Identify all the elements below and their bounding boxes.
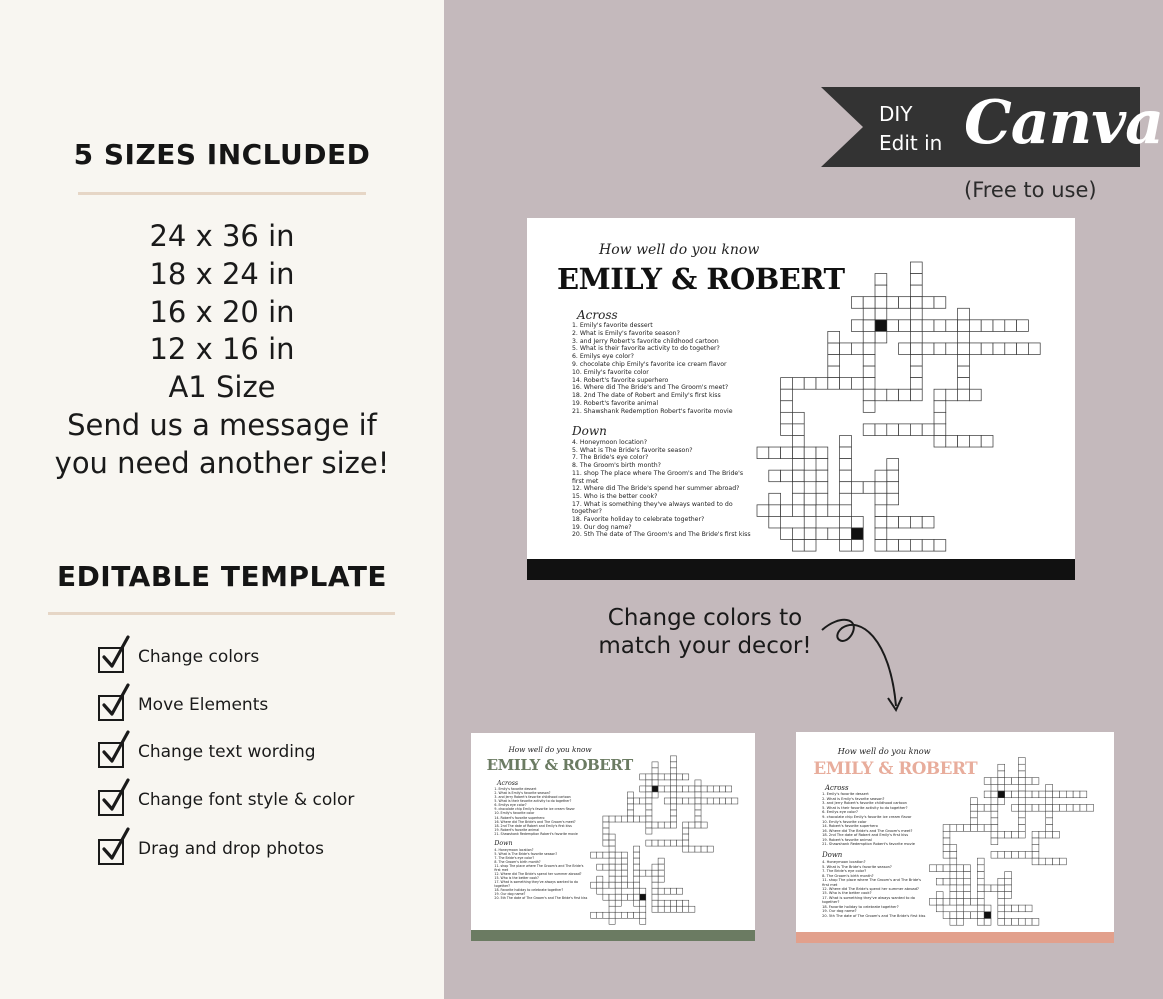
clue: 3. and Jerry Robert's favorite childhood cartoon — [572, 337, 719, 345]
clue: first met — [822, 882, 838, 887]
size-item: A1 Size — [168, 370, 276, 405]
clue: 12. Where did The Bride's spend her summer abroad? — [572, 485, 740, 493]
clue: 20. 5th The date of The Groom's and The Bride's first kiss — [822, 913, 926, 918]
crossword-grid — [796, 732, 1114, 932]
checkmark-icon — [98, 742, 124, 768]
clue: together? — [822, 900, 840, 905]
clue: 12. Where did The Bride's spend her summer abroad? — [494, 871, 582, 876]
crossword-preview-pink — [796, 732, 1114, 943]
curved-arrow-icon — [820, 608, 920, 718]
clue: 19. Robert's favorite animal — [494, 827, 540, 832]
feature-label: Change colors — [138, 647, 260, 667]
clue: together? — [572, 508, 602, 516]
sizes-divider — [78, 192, 366, 195]
clue: 21. Shawshank Redemption Robert's favorite movie — [572, 407, 733, 415]
clue: 2. What is Emily's favorite season? — [822, 796, 885, 801]
clue: 9. chocolate chip Emily's favorite ice cream flavor — [494, 807, 575, 812]
clue: 7. The Bride's eye color? — [494, 855, 535, 860]
across-label: Across — [497, 779, 519, 787]
crossword-preview-green — [471, 733, 755, 941]
clue: first met — [494, 867, 509, 872]
clue: 11. shop The place where The Groom's and The Bride's — [572, 469, 744, 477]
size-item: 18 x 24 in — [149, 256, 295, 291]
clue: 1. Emily's favorite dessert — [572, 322, 653, 329]
left-panel — [0, 0, 444, 999]
clue: 17. What is something they've always wanted to do — [572, 500, 733, 508]
puzzle-names: EMILY & ROBERT — [486, 755, 633, 774]
clue: 18. 2nd The date of Robert and Emily's first kiss — [822, 833, 909, 838]
clue: 5. What is their favorite activity to do together? — [494, 799, 572, 804]
color-band — [471, 930, 755, 941]
diy-label: DIY Edit in — [879, 102, 943, 155]
feature-label: Drag and drop photos — [138, 839, 324, 859]
clue: 2. What is Emily's favorite season? — [494, 791, 551, 796]
canva-logo: Canva — [964, 88, 1163, 158]
clue: 15. Who is the better cook? — [822, 891, 872, 896]
feature-label: Move Elements — [138, 695, 269, 715]
clue: 1. Emily's favorite dessert — [494, 787, 537, 792]
free-note: (Free to use) — [964, 178, 1097, 202]
clue: 14. Robert's favorite superhero — [494, 815, 545, 820]
clue: 9. chocolate chip Emily's favorite ice cream flavor — [572, 360, 727, 368]
puzzle-names: EMILY & ROBERT — [813, 757, 978, 778]
clue: 14. Robert's favorite superhero — [822, 824, 878, 829]
clue: 18. 2nd The date of Robert and Emily's first kiss — [572, 392, 721, 400]
clue: 5. What is The Bride's favorite season? — [572, 446, 693, 454]
clue: 18. Favorite holiday to celebrate together? — [572, 516, 705, 524]
color-callout: Change colors to match your decor! — [598, 605, 812, 659]
clue: 19. Our dog name? — [572, 523, 632, 531]
clue: 6. Emilys eye color? — [572, 353, 634, 361]
clue: first met — [572, 477, 599, 485]
clue: 14. Robert's favorite superhero — [572, 376, 669, 384]
crossword-preview-black — [527, 218, 1075, 580]
clue: 2. What is Emily's favorite season? — [572, 329, 680, 337]
clue: 7. The Bride's eye color? — [822, 869, 867, 874]
clue: 16. Where did The Bride's and The Groom's meet? — [822, 828, 913, 833]
clue: 19. Our dog name? — [822, 909, 857, 914]
size-item: 12 x 16 in — [149, 332, 295, 367]
template-divider — [48, 612, 395, 615]
puzzle-names: EMILY & ROBERT — [557, 262, 845, 296]
color-band — [527, 559, 1075, 580]
clue: 5. What is The Bride's favorite season? — [494, 851, 558, 856]
clue: 21. Shawshank Redemption Robert's favorite movie — [494, 831, 578, 836]
clue: 12. Where did The Bride's spend her summer abroad? — [822, 886, 919, 891]
clue: 18. Favorite holiday to celebrate together? — [822, 904, 899, 909]
clue: 5. What is their favorite activity to do together? — [572, 345, 720, 353]
checkmark-icon — [98, 695, 124, 721]
down-label: Down — [494, 840, 513, 848]
template-title: EDITABLE TEMPLATE — [56, 560, 388, 593]
clue: 19. Robert's favorite animal — [572, 399, 659, 407]
puzzle-heading: How well do you know — [508, 745, 592, 755]
clue: 20. 5th The date of The Groom's and The Bride's first kiss — [572, 531, 751, 539]
clue: 1. Emily's favorite dessert — [822, 792, 869, 797]
clue: 10. Emily's favorite color — [822, 819, 867, 824]
clue: 19. Our dog name? — [494, 891, 526, 896]
feature-item — [98, 834, 324, 864]
clue: 16. Where did The Bride's and The Groom's meet? — [572, 384, 729, 392]
feature-label: Change text wording — [138, 742, 316, 762]
feature-item — [98, 642, 259, 672]
clue: 4. Honeymoon location? — [494, 847, 534, 852]
clue: 6. Emilys eye color? — [494, 803, 527, 808]
clue: 5. What is The Bride's favorite season? — [822, 864, 892, 869]
clue: 9. chocolate chip Emily's favorite ice cream flavor — [822, 814, 912, 819]
clue: 8. The Groom's birth month? — [822, 873, 874, 878]
feature-item — [98, 785, 354, 815]
clue: 18. Favorite holiday to celebrate together? — [494, 887, 564, 892]
clue: 21. Shawshank Redemption Robert's favorite movie — [822, 842, 915, 847]
clue: 5. What is their favorite activity to do together? — [822, 805, 908, 810]
clue: 10. Emily's favorite color — [494, 811, 535, 816]
clue: 7. The Bride's eye color? — [572, 454, 649, 462]
clue: 15. Who is the better cook? — [494, 875, 539, 880]
clue: 8. The Groom's birth month? — [494, 859, 541, 864]
checkmark-icon — [98, 839, 124, 865]
feature-item — [98, 737, 316, 767]
across-label: Across — [577, 308, 618, 322]
sizes-title: 5 SIZES INCLUDED — [73, 138, 371, 171]
clue: 18. 2nd The date of Robert and Emily's first kiss — [494, 823, 572, 828]
clue: 6. Emilys eye color? — [822, 810, 858, 815]
puzzle-heading: How well do you know — [837, 745, 931, 756]
clue: 3. and Jerry Robert's favorite childhood cartoon — [822, 801, 907, 806]
down-label: Down — [822, 851, 843, 860]
clue: 17. What is something they've always wanted to do — [822, 895, 915, 900]
puzzle-heading: How well do you know — [599, 242, 760, 258]
feature-label: Change font style & color — [138, 790, 355, 810]
size-item: 16 x 20 in — [149, 294, 295, 329]
crossword-grid — [527, 218, 1075, 559]
clue: 15. Who is the better cook? — [572, 492, 658, 500]
clue: 16. Where did The Bride's and The Groom's meet? — [494, 819, 576, 824]
checkmark-icon — [98, 790, 124, 816]
down-label: Down — [572, 424, 607, 438]
clue: 11. shop The place where The Groom's and The Bride's — [822, 878, 922, 883]
clue: 4. Honeymoon location? — [572, 439, 648, 446]
color-band — [796, 932, 1114, 943]
crossword-grid — [471, 733, 755, 930]
size-note: you need another size! — [54, 445, 390, 480]
clue: 8. The Groom's birth month? — [572, 462, 661, 470]
clue: 4. Honeymoon location? — [822, 860, 866, 865]
checkmark-icon — [98, 647, 124, 673]
sizes-list — [0, 218, 444, 483]
clue: together? — [494, 883, 510, 888]
clue: 20. 5th The date of The Groom's and The Bride's first kiss — [494, 895, 588, 900]
clue: 17. What is something they've always wanted to do — [494, 879, 578, 884]
clue: 19. Robert's favorite animal — [822, 837, 872, 842]
clue: 10. Emily's favorite color — [572, 368, 649, 376]
feature-item — [98, 690, 268, 720]
size-note: Send us a message if — [67, 407, 377, 442]
clue: 3. and Jerry Robert's favorite childhood cartoon — [494, 795, 571, 800]
clue: 11. shop The place where The Groom's and The Bride's — [494, 863, 584, 868]
size-item: 24 x 36 in — [149, 219, 295, 253]
across-label: Across — [825, 784, 849, 793]
